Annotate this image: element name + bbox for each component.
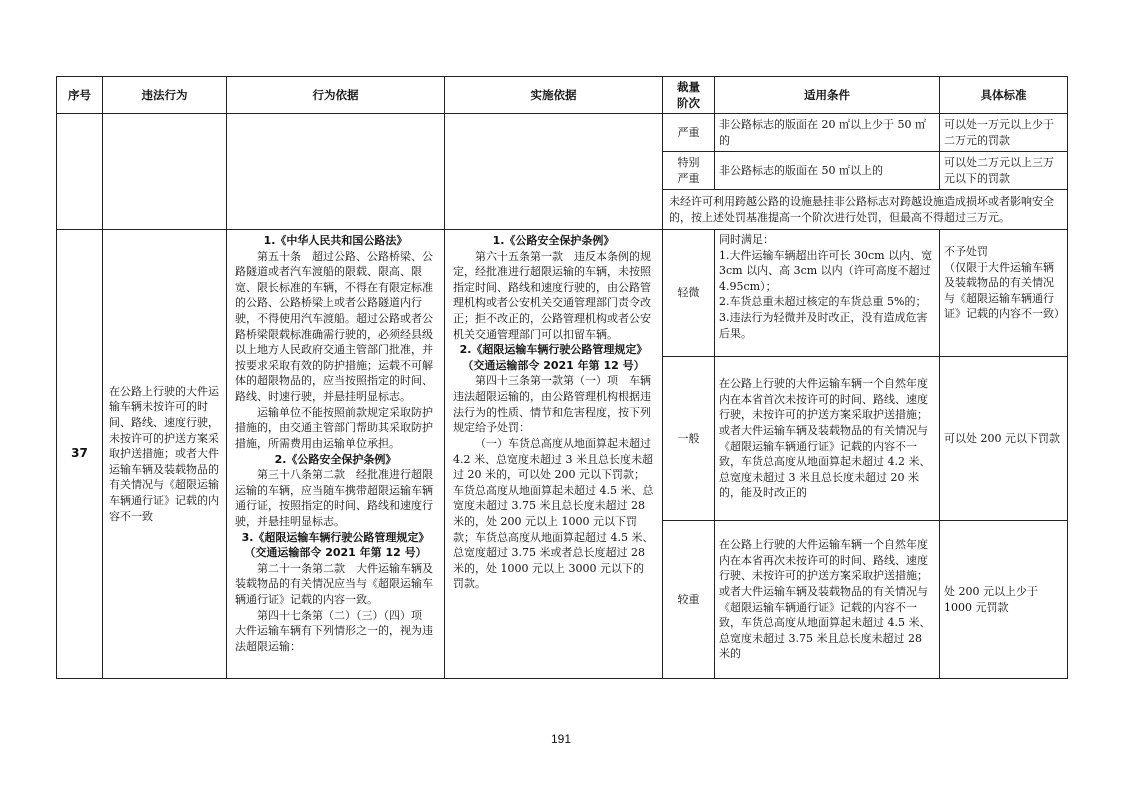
standard-cell: 可以处二万元以上三万元以下的罚款 <box>940 152 1068 190</box>
law-article: 第四十三条第一款第（一）项 车辆违法超限运输的，由公路管理机构根据违法行为的性质、情节和危害程度，按下列规定给予处罚： <box>453 374 651 435</box>
header-specific-standard: 具体标准 <box>940 77 1068 114</box>
law-article: （一）车货总高度从地面算起未超过 4.2 米、总宽度未超过 3 米且总长度未超过 20 米的，可以处 200 元以下罚款；车货总高度从地面算起未超过 4.5 米、总宽度未超过 3.75 米且总长度未超过 28 米的，处 200 元以上 1000 元以下罚款；车货总高度从地面算起超过 4.5 米、总宽度超过 3.75 米或者总长度超过 28 米的，处 1000 元以上 3000 元以下的罚款。 <box>453 436 654 591</box>
condition-cell <box>715 230 940 357</box>
level-cell: 严重 <box>663 114 715 152</box>
header-legal-basis: 行为依据 <box>227 77 445 114</box>
law-article: 第三十八条第二款 经批准进行超限运输的车辆，应当随车携带超限运输车辆通行证，按照指定的时间、路线和速度行驶，并悬挂明显标志。 <box>235 468 433 528</box>
condition-cell: 在公路上行驶的大件运输车辆一个自然年度内在本省首次未按许可的时间、路线、速度行驶，未按许可的护送方案采取护送措施；或者大件运输车辆及装载物品的有关情况与《超限运输车辆通行证》记载的内容不一致，车货总高度从地面算起未超过 4.2 米、总宽度未超过 3 米且总长度未超过 20 米的，能及时改正的 <box>715 357 940 521</box>
prev-legal-basis-cell <box>227 114 445 230</box>
header-applicable-conditions: 适用条件 <box>715 77 940 114</box>
standard-cell <box>940 230 1068 357</box>
implementation-basis-cell <box>445 230 663 679</box>
standard-note: （仅限于大件运输车辆及装载物品的有关情况与《超限运输车辆通行证》记载的内容不一致） <box>944 260 1065 321</box>
standard-cell: 处 200 元以上少于 1000 元罚款 <box>940 521 1068 679</box>
law-article: 运输单位不能按照前款规定采取防护措施的，由交通主管部门帮助其采取防护措施，所需费用由运输单位承担。 <box>235 405 433 450</box>
prev-number-cell <box>57 114 103 230</box>
level-label: 特别严重 <box>677 155 700 185</box>
law-title: 2.《公路安全保护条例》 <box>274 452 397 466</box>
law-title: 1.《中华人民共和国公路法》 <box>263 234 408 247</box>
table-row <box>57 230 1068 357</box>
page-number: 191 <box>550 732 572 746</box>
law-title: 2.《超限运输车辆行驶公路管理规定》（交通运输部令 2021 年第 12 号） <box>459 343 648 372</box>
penalty-standards-table <box>56 76 1068 679</box>
condition-line: 3.违法行为轻微并及时改正，没有造成危害后果。 <box>719 311 928 340</box>
standard-cell: 可以处一万元以上少于二万元的罚款 <box>940 114 1068 152</box>
law-title: 1.《公路安全保护条例》 <box>492 234 615 247</box>
condition-cell: 在公路上行驶的大件运输车辆一个自然年度内在本省再次未按许可的时间、路线、速度行驶、未按许可的护送方案采取护送措施；或者大件运输车辆及装载物品的有关情况与《超限运输车辆通行证》记载的内容不一致，车货总高度从地面算起未超过 4.5 米、总宽度未超过 3.75 米且总长度未超过 28 米的 <box>715 521 940 679</box>
law-article: 第六十五条第一款 违反本条例的规定，经批准进行超限运输的车辆，未按照指定时间、路线和速度行驶的，由公路管理机构或者公安机关交通管理部门责令改正；拒不改正的，公路管理机构或者公安机关交通管理部门可以扣留车辆。 <box>453 249 651 341</box>
law-article: 第五十条 超过公路、公路桥梁、公路隧道或者汽车渡船的限载、限高、限宽、限长标准的车辆，不得在有限定标准的公路、公路桥梁上或者公路隧道内行驶，不得使用汽车渡船。超过公路或者公路桥梁限载标准确需行驶的，必须经县级以上地方人民政府交通主管部门批准，并按要求采取有效的防护措施；运载不可解体的超限物品的，应当按照指定的时间、路线、时速行驶，并悬挂明显标志。 <box>235 249 433 404</box>
header-row <box>57 77 1068 114</box>
item-number-cell: 37 <box>57 230 103 679</box>
level-cell: 较重 <box>663 521 715 679</box>
level-cell: 一般 <box>663 357 715 521</box>
law-article: 第二十一条第二款 大件运输车辆及装载物品的有关情况应当与《超限运输车辆通行证》记载的内容一致。 <box>235 561 433 607</box>
header-discretion-level: 裁量阶次 <box>663 77 715 114</box>
condition-line: 同时满足： <box>719 233 774 246</box>
note-cell: 未经许可利用跨越公路的设施悬挂非公路标志对跨越设施造成损坏或者影响安全的，按上述处罚基准提高一个阶次进行处罚，但最高不得超过三万元。 <box>663 190 1068 230</box>
condition-cell: 非公路标志的版面在 20 ㎡以上少于 50 ㎡的 <box>715 114 940 152</box>
header-violation: 违法行为 <box>103 77 227 114</box>
violation-cell: 在公路上行驶的大件运输车辆未按许可的时间、路线、速度行驶，未按许可的护送方案采取护送措施；或者大件运输车辆及装载物品的有关情况与《超限运输车辆通行证》记载的内容不一致 <box>103 230 227 679</box>
condition-cell: 非公路标志的版面在 50 ㎡以上的 <box>715 152 940 190</box>
implementation-basis-text <box>453 233 654 592</box>
law-article: 第四十七条第（二）（三）（四）项 大件运输车辆有下列情形之一的，视为违法超限运输： <box>235 608 433 653</box>
legal-basis-text <box>235 233 436 654</box>
prev-implementation-cell <box>445 114 663 230</box>
standard-text: 不予处罚 <box>944 245 988 258</box>
level-cell <box>663 152 715 190</box>
condition-line: 1.大件运输车辆超出许可长 30cm 以内、宽 3cm 以内、高 3cm 以内（许可高度不超过 4.95cm）； <box>719 248 933 293</box>
legal-basis-cell <box>227 230 445 679</box>
law-title: 3.《超限运输车辆行驶公路管理规定》（交通运输部令 2021 年第 12 号） <box>241 530 430 560</box>
level-cell: 轻微 <box>663 230 715 357</box>
table-row <box>57 114 1068 152</box>
header-implementation-basis: 实施依据 <box>445 77 663 114</box>
standard-cell: 可以处 200 元以下罚款 <box>940 357 1068 521</box>
prev-violation-cell <box>103 114 227 230</box>
header-number: 序号 <box>57 77 103 114</box>
condition-line: 2.车货总重未超过核定的车货总重 5%的； <box>719 295 927 309</box>
